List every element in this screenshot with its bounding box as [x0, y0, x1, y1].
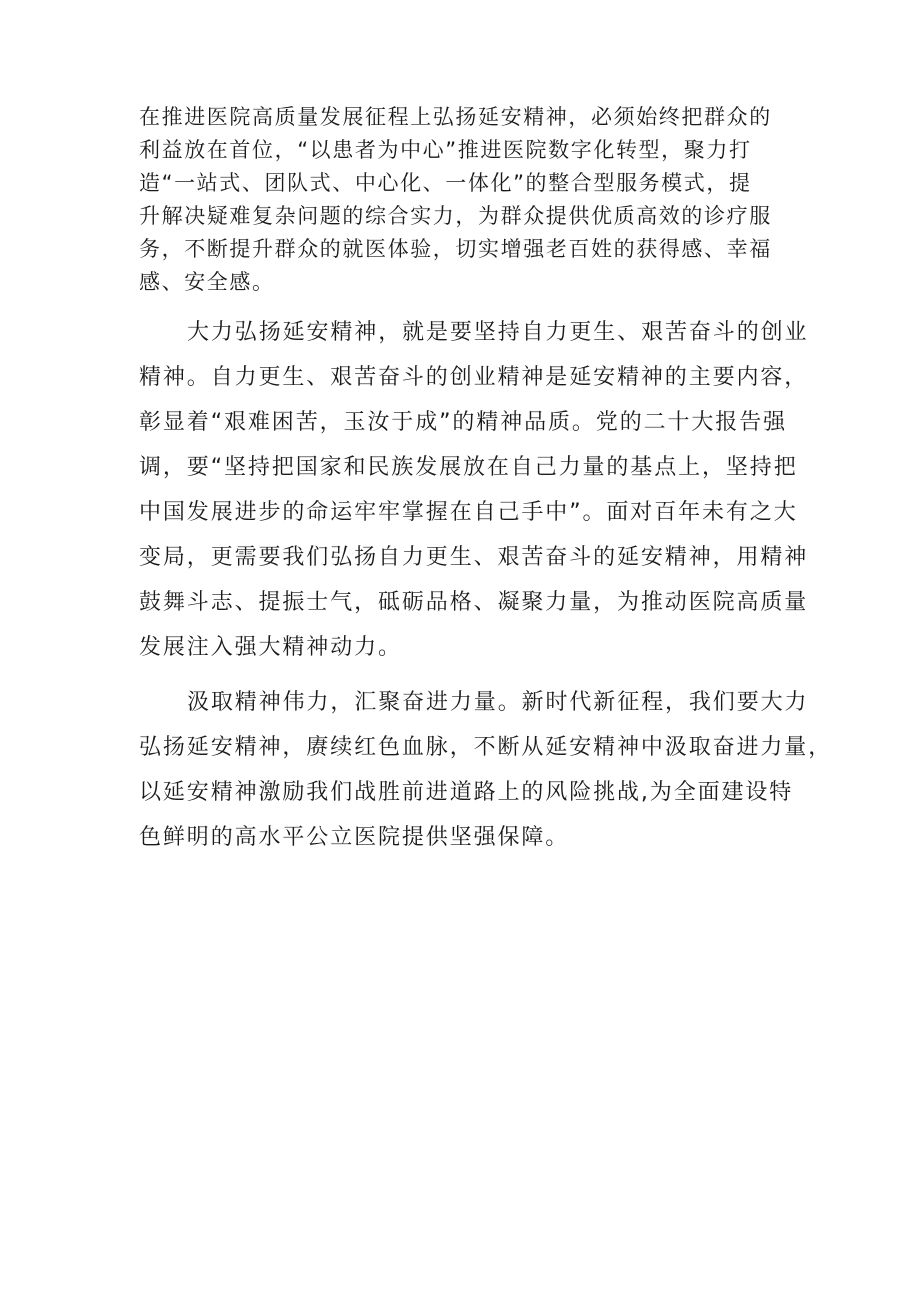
text-line: 变局，更需要我们弘扬自力更生、艰苦奋斗的延安精神，用精神: [139, 545, 809, 570]
text-line: 色鲜明的高水平公立医院提供坚强保障。: [139, 825, 570, 850]
text-line: 造“一站式、团队式、中心化、一体化”的整合型服务模式，提: [139, 171, 752, 195]
text-line: 利益放在首位，“以患者为中心”推进医院数字化转型，聚力打: [139, 138, 752, 162]
text-line: 以延安精神激励我们战胜前进道路上的风险挑战,为全面建设特: [139, 780, 794, 805]
text-line: 发展注入强大精神动力。: [139, 635, 402, 660]
text-line: 在推进医院高质量发展征程上弘扬延安精神，必须始终把群众的: [139, 105, 772, 129]
text-line: 弘扬延安精神，赓续红色血脉，不断从延安精神中汲取奋进力量，: [139, 735, 833, 760]
text-line: 务，不断提升群众的就医体验，切实增强老百姓的获得感、幸福: [139, 237, 772, 261]
text-line: 汲取精神伟力，汇聚奋进力量。新时代新征程，我们要大力: [187, 690, 809, 715]
text-line: 感、安全感。: [139, 270, 275, 294]
text-line: 鼓舞斗志、提振士气，砥砺品格、凝聚力量，为推动医院高质量: [139, 590, 809, 615]
text-line: 升解决疑难复杂问题的综合实力，为群众提供优质高效的诊疗服: [139, 204, 772, 228]
text-line: 大力弘扬延安精神，就是要坚持自力更生、艰苦奋斗的创业: [187, 320, 809, 345]
text-line: 中国发展进步的命运牢牢掌握在自己手中”。面对百年未有之大: [139, 500, 798, 525]
text-line: 调，要“坚持把国家和民族发展放在自己力量的基点上，坚持把: [139, 455, 798, 480]
text-line: 彰显着“艰难困苦，玉汝于成”的精神品质。党的二十大报告强: [139, 410, 787, 435]
text-line: 精神。自力更生、艰苦奋斗的创业精神是延安精神的主要内容，: [139, 365, 809, 390]
